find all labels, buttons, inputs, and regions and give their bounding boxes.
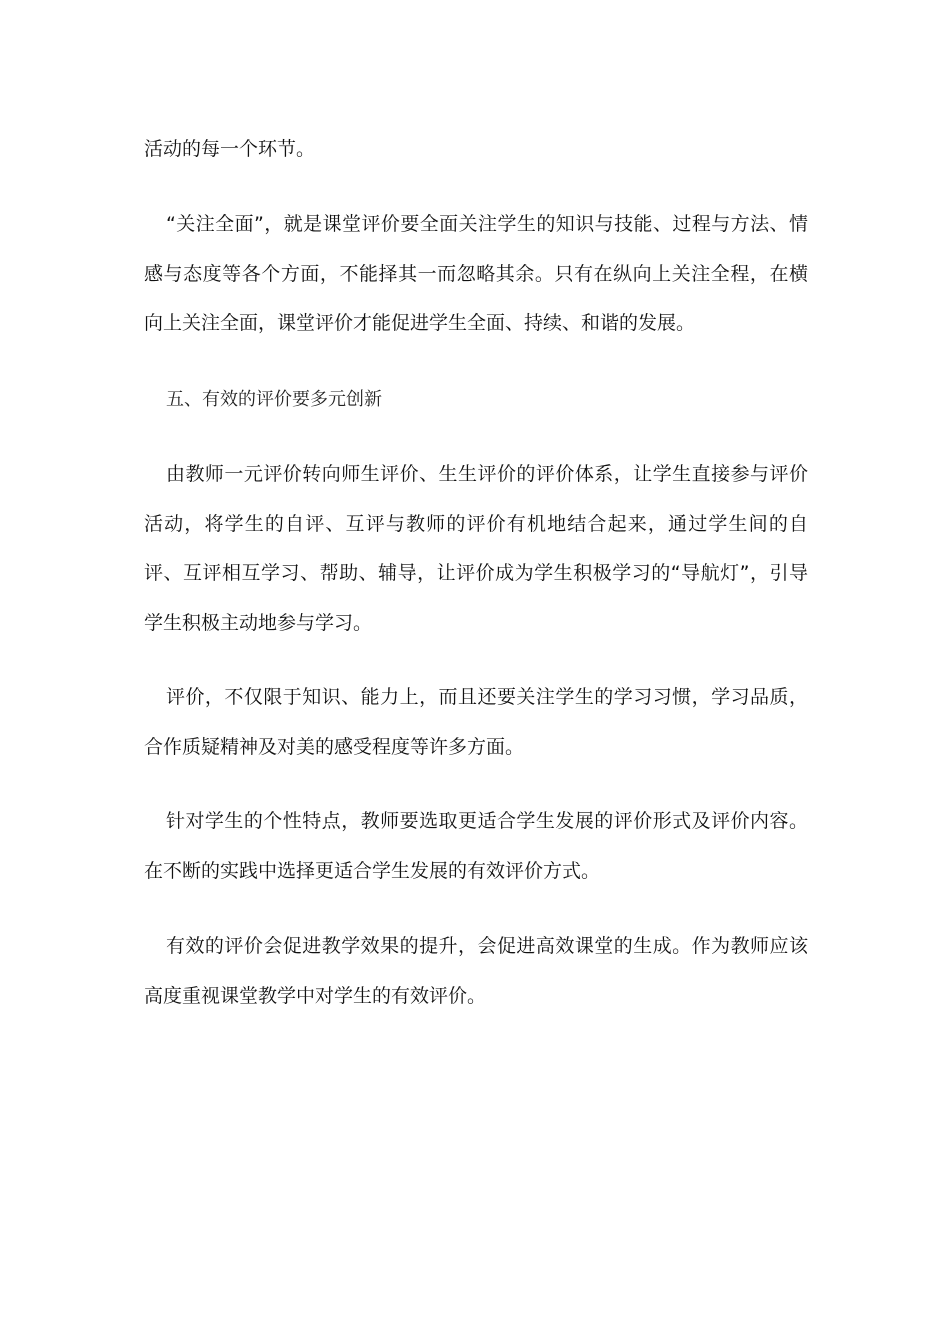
- paragraph-evaluation-scope: 评价，不仅限于知识、能力上，而且还要关注学生的学习习惯，学习品质，合作质疑精神及对美的感受程度等许多方面。: [144, 686, 808, 758]
- paragraph-individual-traits: 针对学生的个性特点，教师要选取更适合学生发展的评价形式及评价内容。在不断的实践中选择更适合学生发展的有效评价方式。: [144, 810, 808, 882]
- section-heading-five: 五、有效的评价要多元创新: [166, 389, 382, 410]
- paragraph-effective-evaluation: 有效的评价会促进教学效果的提升，会促进高效课堂的生成。作为教师应该高度重视课堂教学中对学生的有效评价。: [144, 935, 808, 1007]
- paragraph-focus-comprehensive: “关注全面”，就是课堂评价要全面关注学生的知识与技能、过程与方法、情感与态度等各个方面，不能择其一而忽略其余。只有在纵向上关注全程，在横向上关注全面，课堂评价才能促进学生全面、持续、和谐的发展。: [144, 213, 808, 334]
- paragraph-continuation: 活动的每一个环节。: [144, 138, 316, 160]
- paragraph-multi-evaluation: 由教师一元评价转向师生评价、生生评价的评价体系，让学生直接参与评价活动，将学生的自评、互评与教师的评价有机地结合起来，通过学生间的自评、互评相互学习、帮助、辅导，让评价成为学生积极学习的“导航灯”，引导学生积极主动地参与学习。: [144, 463, 808, 634]
